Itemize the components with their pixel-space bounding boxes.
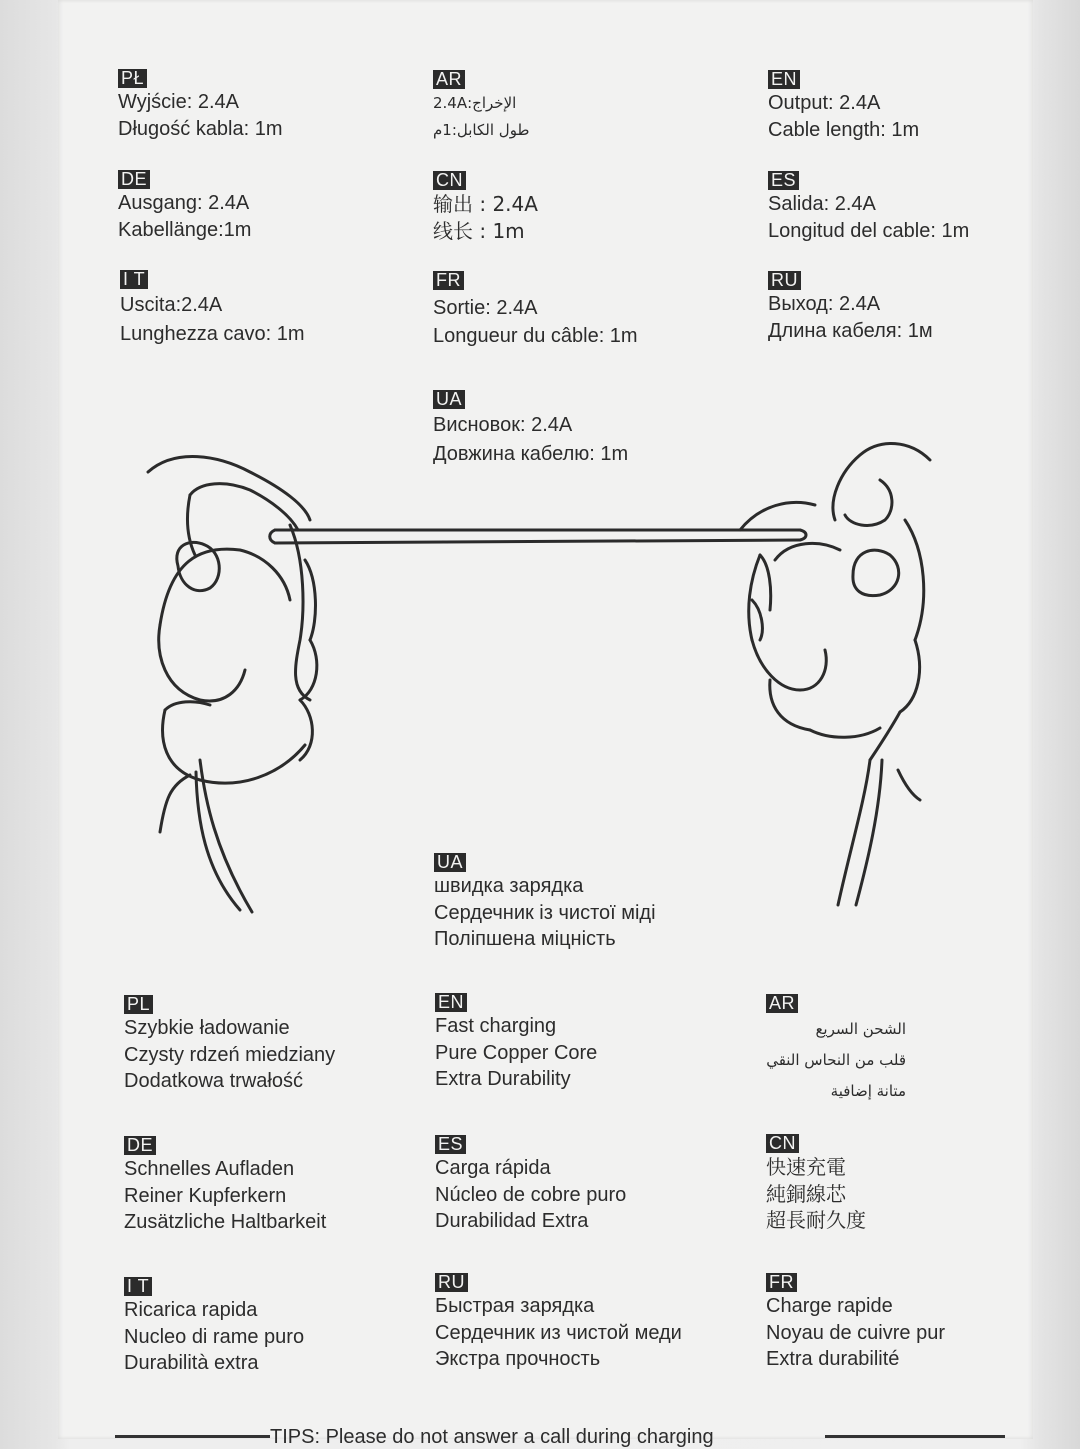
lang-tag: EN [435, 993, 467, 1012]
spec-output: 输出 : 2.4A [433, 192, 538, 216]
lang-tag: DE [124, 1136, 156, 1155]
feature-line: 純銅線芯 [766, 1181, 846, 1206]
spec-cable-length: Длина кабеля: 1м [768, 320, 933, 342]
spec-cable-length: Cable length: 1m [768, 119, 920, 141]
feature-line: Сердечник із чистої міді [434, 901, 656, 924]
spec-cable-length: Kabellänge:1m [118, 219, 252, 241]
feature-block-ar [766, 994, 906, 1107]
feature-block-cn [766, 1134, 866, 1234]
feature-block-ua [434, 853, 656, 953]
feature-line: Pure Copper Core [435, 1041, 598, 1064]
lang-tag: I T [120, 270, 148, 289]
feature-line: Поліпшена міцність [434, 928, 616, 950]
lang-tag: UA [433, 390, 465, 409]
spec-cable-length: Długość kabla: 1m [118, 118, 283, 140]
lang-tag: FR [766, 1273, 797, 1292]
feature-line: Carga rápida [435, 1157, 551, 1179]
spec-cable-length: Longitud del cable: 1m [768, 220, 970, 242]
feature-line: Szybkie ładowanie [124, 1017, 290, 1039]
spec-output: Ausgang: 2.4A [118, 192, 250, 214]
feature-line: Zusätzliche Haltbarkeit [124, 1211, 327, 1233]
feature-line: Reiner Kupferkern [124, 1184, 287, 1207]
feature-line: Charge rapide [766, 1295, 893, 1317]
feature-line: Extra Durability [435, 1068, 571, 1090]
feature-line: Быстрая зарядка [435, 1295, 595, 1317]
tips-rule-right [825, 1435, 1005, 1438]
lang-tag: CN [766, 1134, 799, 1153]
spec-cable-length: Lunghezza cavo: 1m [120, 323, 305, 345]
lang-tag: ES [768, 171, 799, 190]
feature-block-en [435, 993, 597, 1093]
spec-output: Висновок: 2.4A [433, 414, 573, 436]
feature-line: Núcleo de cobre puro [435, 1183, 627, 1206]
feature-line: Nucleo di rame puro [124, 1325, 305, 1348]
spec-output: الإخراج:2.4A [433, 94, 517, 112]
feature-line: Noyau de cuivre pur [766, 1321, 945, 1344]
spec-cable-length: طول الكابل:1م [433, 121, 530, 139]
feature-line: Экстра прочность [435, 1348, 601, 1370]
lang-tag: RU [435, 1273, 468, 1292]
feature-line: قلب من النحاس النقي [766, 1051, 906, 1069]
spec-output: Uscita:2.4A [120, 294, 223, 316]
lang-tag: CN [433, 171, 466, 190]
feature-line: Сердечник из чистой меди [435, 1321, 682, 1344]
feature-block-it [124, 1277, 304, 1377]
feature-line: Durabilità extra [124, 1352, 259, 1374]
lang-tag: RU [768, 271, 801, 290]
feature-line: 超長耐久度 [766, 1208, 866, 1232]
tips-rule-left [115, 1435, 270, 1438]
feature-line: Czysty rdzeń miedziany [124, 1043, 336, 1066]
feature-line: швидка зарядка [434, 875, 584, 897]
lang-tag: PL [124, 995, 153, 1014]
lang-tag: DE [118, 170, 150, 189]
spec-cable-length: 线长 : 1m [433, 219, 525, 243]
lang-tag: I T [124, 1277, 152, 1296]
feature-block-ru [435, 1273, 682, 1373]
feature-line: Fast charging [435, 1015, 557, 1037]
lang-tag: PŁ [118, 69, 147, 88]
feature-block-fr [766, 1273, 945, 1373]
feature-block-de [124, 1136, 326, 1236]
feature-line: Dodatkowa trwałość [124, 1070, 303, 1092]
spec-cable-length: Довжина кабелю: 1m [433, 443, 629, 465]
spec-output: Output: 2.4A [768, 92, 881, 114]
spec-output: Выход: 2.4A [768, 293, 881, 315]
feature-line: 快速充電 [766, 1155, 846, 1179]
lang-tag: AR [433, 70, 465, 89]
tips-text: TIPS: Please do not answer a call during charging [270, 1426, 714, 1448]
spec-output: Wyjście: 2.4A [118, 91, 239, 113]
spec-output: Salida: 2.4A [768, 193, 876, 215]
lang-tag: EN [768, 70, 800, 89]
lang-tag: ES [435, 1135, 466, 1154]
feature-line: Schnelles Aufladen [124, 1158, 295, 1180]
feature-line: متانة إضافية [830, 1082, 906, 1100]
feature-line: Ricarica rapida [124, 1299, 258, 1321]
feature-line: الشحن السريع [815, 1020, 906, 1038]
spec-output: Sortie: 2.4A [433, 297, 538, 319]
lang-tag: UA [434, 853, 466, 872]
feature-block-pl [124, 995, 335, 1095]
feature-line: Durabilidad Extra [435, 1210, 589, 1232]
feature-block-es [435, 1135, 626, 1235]
feature-line: Extra durabilité [766, 1348, 900, 1370]
lang-tag: AR [766, 994, 798, 1013]
lang-tag: FR [433, 271, 464, 290]
spec-cable-length: Longueur du câble: 1m [433, 325, 638, 347]
